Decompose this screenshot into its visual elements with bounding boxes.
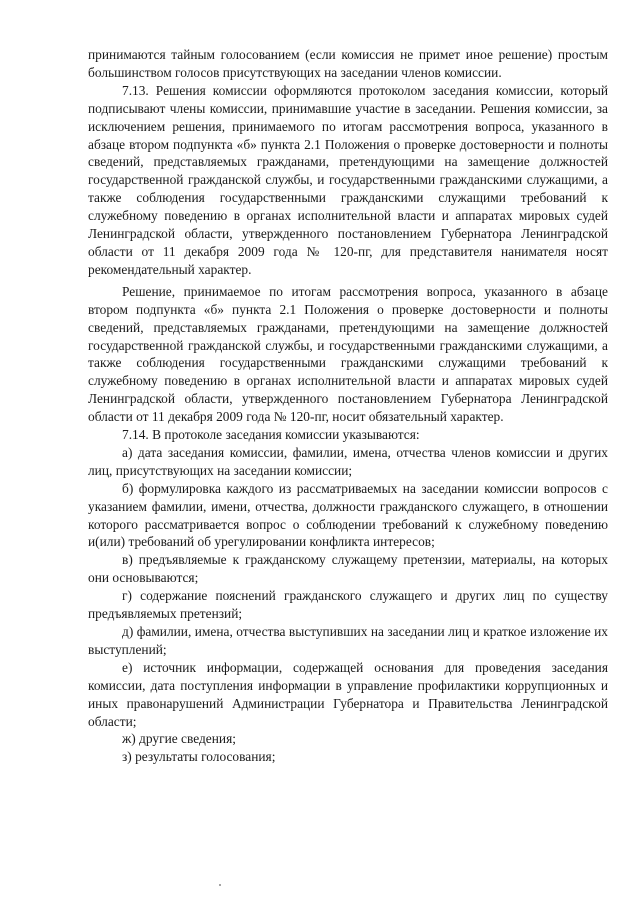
paragraph-7-13: 7.13. Решения комиссии оформляются протоколом заседания комиссии, который подписывают члены комиссии, принимавшие участие в заседании. Решения комиссии, за исключением решения, принимаемого по итогам рассмотрения вопроса, указанного в абзаце втором подпункта «б» пункта 2.1 Положения о проверке достоверности и полноты сведений, представляемых гражданами, претендующими на замещение должностей государственной гражданской службы, и государственными гражданскими служащими, а также соблюдения государственными гражданскими служащими требований к служебному поведению в органах исполнительной власти и аппаратах мировых судей Ленинградской области, утвержденного постановлением Губернатора Ленинградской области от 11 декабря 2009 года № 120-пг, для представителя нанимателя носят рекомендательный характер.: [88, 82, 608, 277]
list-item-v: в) предъявляемые к гражданскому служащему претензии, материалы, на которых они основываются;: [88, 552, 608, 586]
list-item-a: а) дата заседания комиссии, фамилии, имена, отчества членов комиссии и других лиц, присутствующих на заседании комиссии;: [88, 444, 608, 478]
paragraph-7-14: 7.14. В протоколе заседания комиссии указываются:: [122, 427, 420, 443]
list-item-g: г) содержание пояснений гражданского служащего и других лиц по существу предъявляемых претензий;: [88, 588, 608, 622]
document-page: [88, 46, 608, 766]
scan-speck: [219, 884, 221, 886]
list-item-e: е) источник информации, содержащей основания для проведения заседания комиссии, дата поступления информации в управление профилактики коррупционных и иных правонарушений Администрации Губернатора и Правительства Ленинградской области;: [88, 659, 608, 729]
paragraph-continuation: принимаются тайным голосованием (если комиссия не примет иное решение) простым большинством голосов присутствующих на заседании членов комиссии.: [88, 47, 608, 80]
paragraph-decision: Решение, принимаемое по итогам рассмотрения вопроса, указанного в абзаце втором подпункта «б» пункта 2.1 Положения о проверке достоверности и полноты сведений, представляемых гражданами, претендующими на замещение должностей государственной гражданской службы, и государственными гражданскими служащими, а также соблюдения государственными гражданскими служащими требований к служебному поведению в органах исполнительной власти и аппаратах мировых судей Ленинградской области, утвержденного постановлением Губернатора Ленинградской области от 11 декабря 2009 года № 120-пг, носит обязательный характер.: [88, 283, 608, 425]
list-item-d: д) фамилии, имена, отчества выступивших на заседании лиц и краткое изложение их выступлений;: [88, 624, 608, 657]
list-item-z: з) результаты голосования;: [122, 749, 276, 765]
list-item-zh: ж) другие сведения;: [122, 731, 236, 747]
list-item-b: б) формулировка каждого из рассматриваемых на заседании комиссии вопросов с указанием фамилии, имени, отчества, должности гражданского служащего, в отношении которого рассматривается вопрос о соблюдении требований к служебному поведению и(или) требований об урегулировании конфликта интересов;: [88, 480, 608, 550]
